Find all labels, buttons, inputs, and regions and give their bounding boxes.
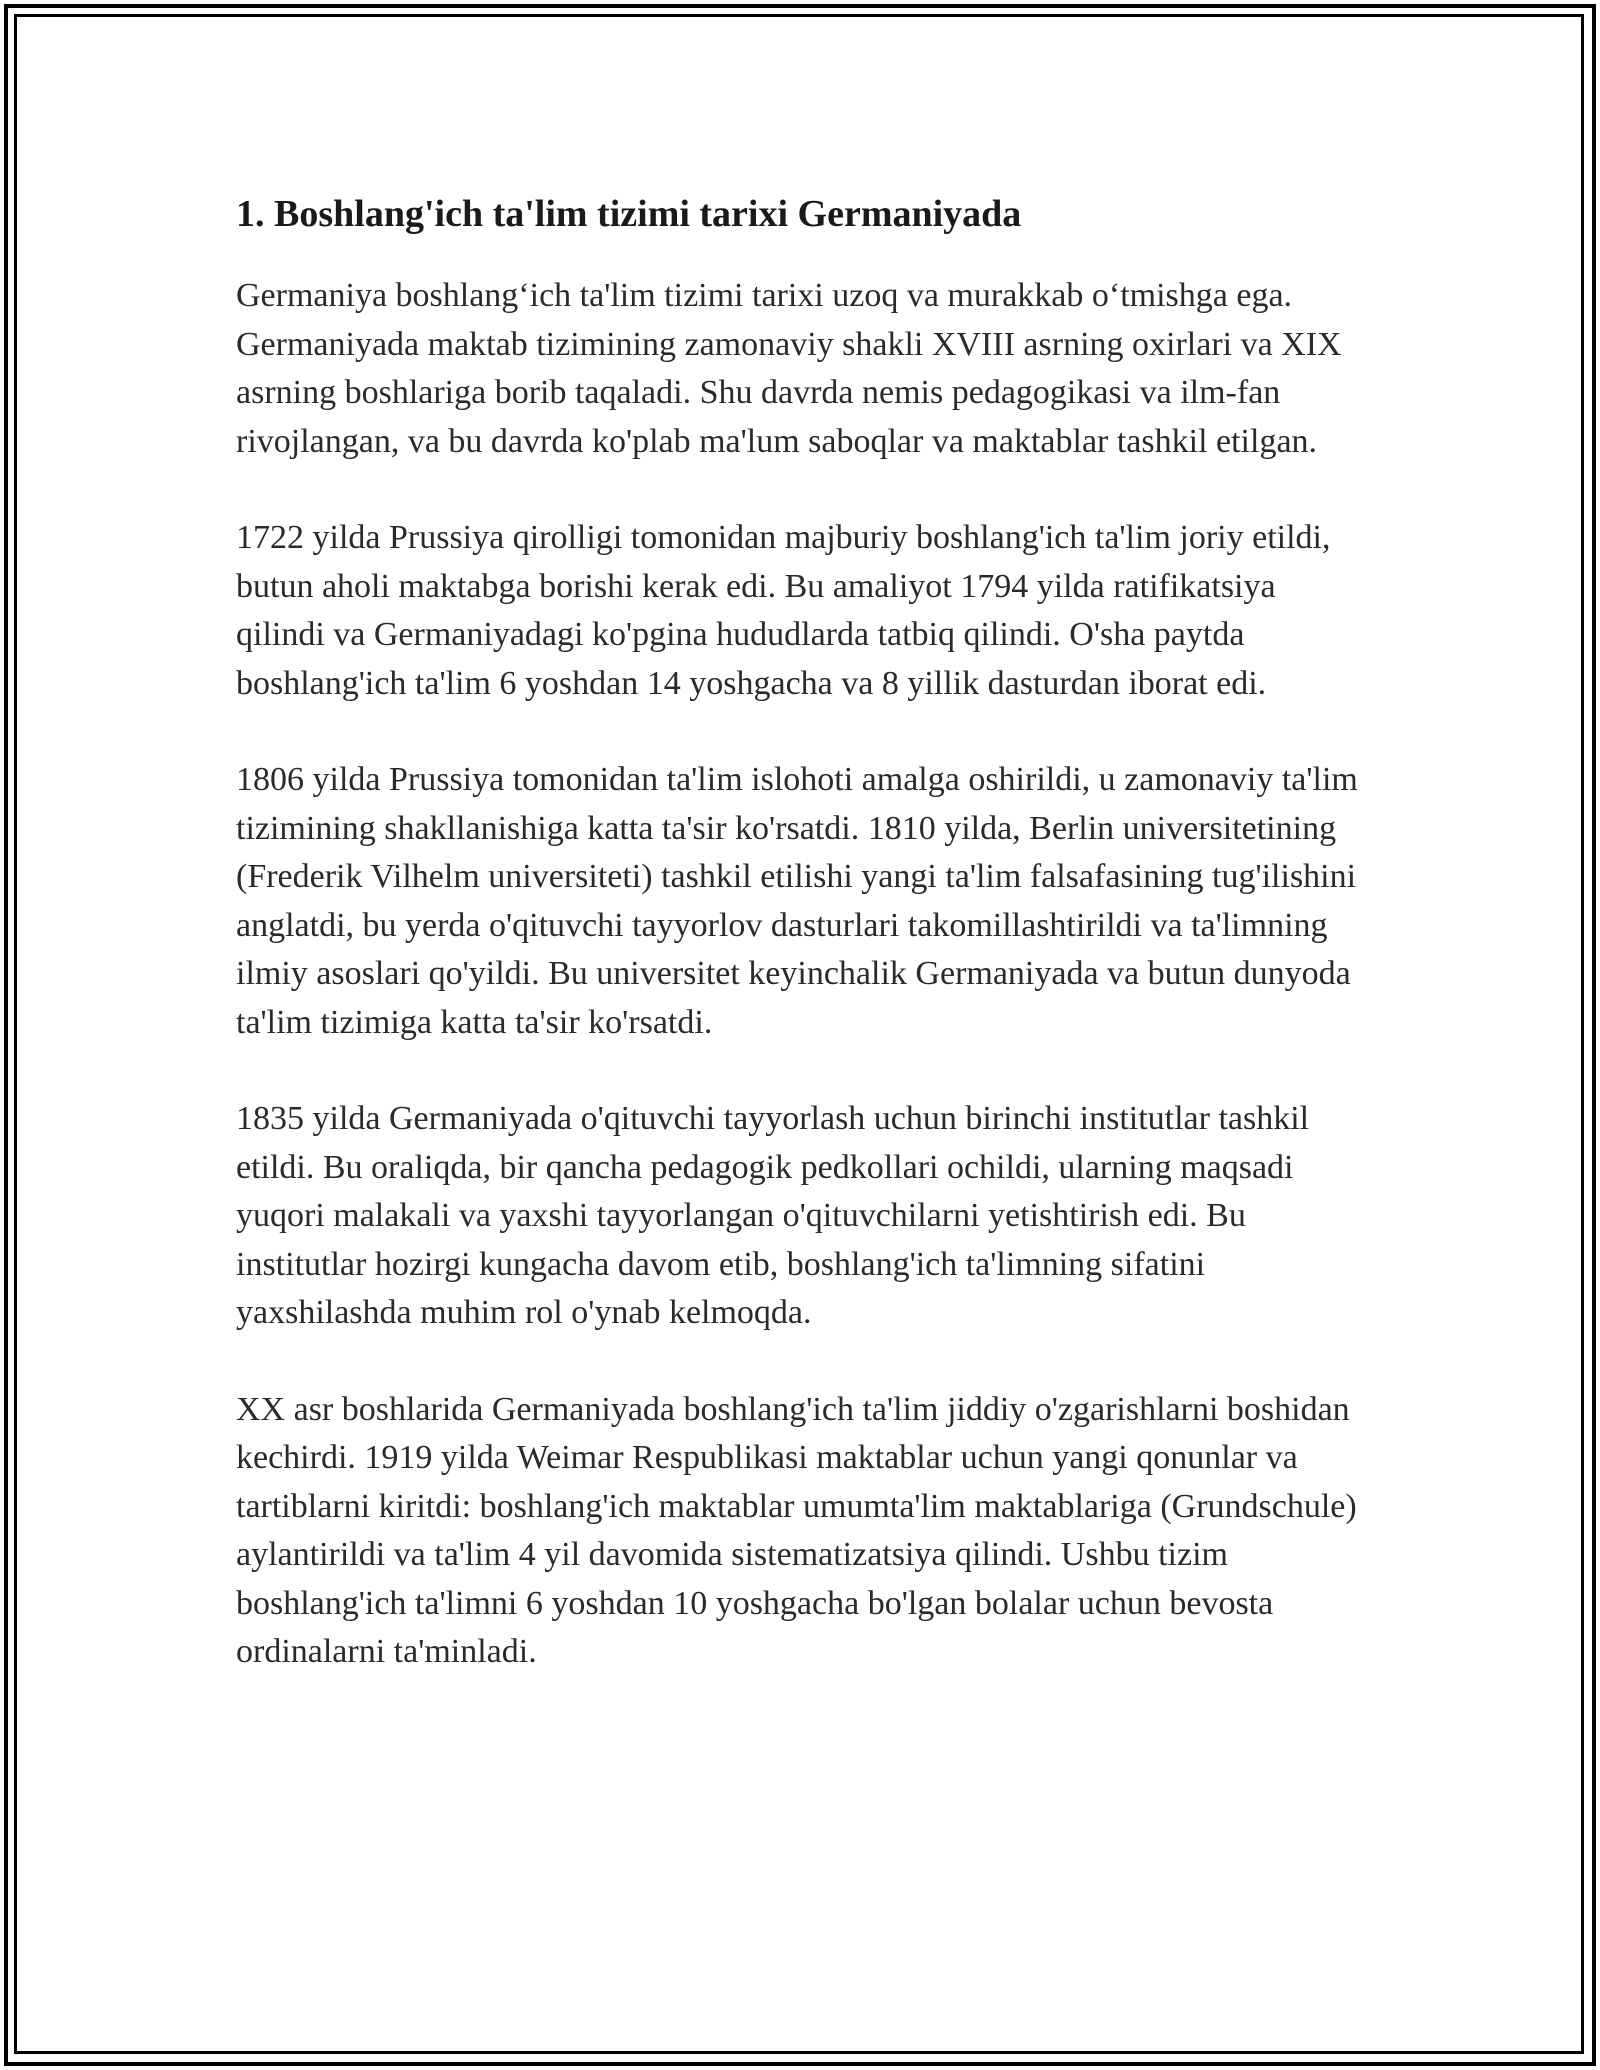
paragraph-1722: 1722 yilda Prussiya qirolligi tomonidan majburiy boshlang'ich ta'lim joriy etildi, butun aholi maktabga borishi kerak edi. Bu amaliyot 1794 yilda ratifikatsiya qilindi va Germaniyadagi ko'pgina hududlarda tatbiq qilindi. O'sha paytda boshlang'ich ta'lim 6 yoshdan 14 yoshgacha va 8 yillik dasturdan iborat edi. (236, 519, 1331, 702)
paragraph-xx-century: XX asr boshlarida Germaniyada boshlang'ich ta'lim jiddiy o'zgarishlarni boshidan kechirdi. 1919 yilda Weimar Respublikasi maktablar uchun yangi qonunlar va tartiblarni kiritdi: boshlang'ich maktablar umumta'lim maktablariga (Grundschule) aylantirildi va ta'lim 4 yil davomida sistematizatsiya qilindi. Ushbu tizim boshlang'ich ta'limni 6 yoshdan 10 yoshgacha bo'lgan bolalar uchun bevosta ordinalarni ta'minladi. (236, 1390, 1357, 1670)
document-body (236, 186, 1366, 1725)
paragraph-1806: 1806 yilda Prussiya tomonidan ta'lim islohoti amalga oshirildi, u zamonaviy ta'lim tizimining shakllanishiga katta ta'sir ko'rsatdi. 1810 yilda, Berlin universitetining (Frederik Vilhelm universiteti) tashkil etilishi yangi ta'lim falsafasining tug'ilishini anglatdi, bu yerda o'qituvchi tayyorlov dasturlari takomillashtirildi va ta'limning ilmiy asoslari qo'yildi. Bu universitet keyinchalik Germaniyada va butun dunyoda ta'lim tizimiga katta ta'sir ko'rsatdi. (236, 761, 1358, 1041)
section-heading: 1. Boshlang'ich ta'lim tizimi tarixi Germaniyada (236, 193, 1022, 235)
paragraph-1835: 1835 yilda Germaniyada o'qituvchi tayyorlash uchun birinchi institutlar tashkil etildi. Bu oraliqda, bir qancha pedagogik pedkollari ochildi, ularning maqsadi yuqori malakali va yaxshi tayyorlangan o'qituvchilarni yetishtirish edi. Bu institutlar hozirgi kungacha davom etib, boshlang'ich ta'limning sifatini yaxshilashda muhim rol o'ynab kelmoqda. (236, 1100, 1310, 1331)
paragraph-intro: Germaniya boshlang‘ich ta'lim tizimi tarixi uzoq va murakkab o‘tmishga ega. Germaniyada maktab tizimining zamonaviy shakli XVIII asrning oxirlari va XIX asrning boshlariga borib taqaladi. Shu davrda nemis pedagogikasi va ilm-fan rivojlangan, va bu davrda ko'plab ma'lum saboqlar va maktablar tashkil etilgan. (236, 277, 1342, 460)
